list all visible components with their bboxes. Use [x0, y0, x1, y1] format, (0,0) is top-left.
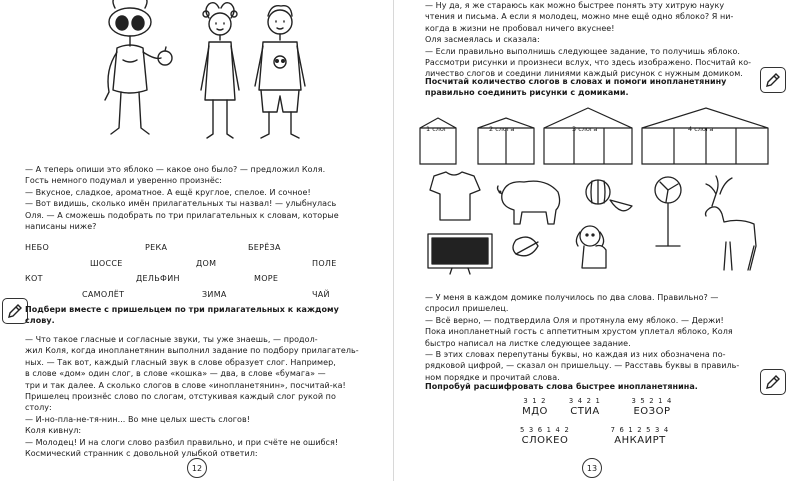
story-paragraph-right [425, 292, 770, 383]
illustration-alien-and-children [95, 0, 335, 150]
word-item: ЗИМА [202, 290, 227, 299]
puppy-icon [576, 226, 606, 268]
text-line: три и так далее. А сколько слогов в слове «инопланетянин», посчитай-ка! [25, 380, 346, 390]
word-item: ДЕЛЬФИН [136, 274, 180, 283]
word-item: КОТ [25, 274, 43, 283]
text-line: — Молодец! И на слоги слово разбил правильно, и при счёте не ошибся! [25, 437, 339, 447]
text-line: — Вкусное, сладкое, ароматное. А ещё круглое, спелое. И сочное! [25, 187, 311, 197]
story-paragraph-left [25, 334, 370, 459]
text-line: — У меня в каждом домике получилось по два слова. Правильно? — [425, 293, 719, 302]
text-line: — Что такое гласные и согласные звуки, ты уже знаешь, — продол- [25, 335, 318, 344]
task-line: Попробуй расшифровать слова быстрее инопланетянина. [425, 382, 698, 391]
text-line: спросил пришелец. [425, 304, 509, 314]
watermelon-icon [586, 180, 632, 211]
text-line: жил Коля, когда инопланетянин выполнил задание по подбору прилагатель- [25, 346, 359, 356]
leaf-icon [513, 237, 538, 256]
word-item: РЕКА [145, 243, 168, 252]
page-gutter [393, 0, 394, 481]
text-line: столу: [25, 403, 52, 413]
code-word [550, 397, 620, 417]
word-item: ЧАЙ [312, 290, 330, 299]
code-word [505, 426, 585, 446]
word-item: НЕБО [25, 243, 50, 252]
dialog-paragraph-left [25, 164, 370, 232]
syllable-houses [418, 106, 770, 166]
code-numbers: 7 6 1 2 5 3 4 [610, 426, 670, 434]
scrambled-word: АНКАИРТ [614, 435, 666, 446]
text-line: Пока инопланетный гость с аппетитным хрустом уплетал яблоко, Коля [425, 327, 733, 337]
text-line: ном порядке и прочитай слова. [425, 372, 560, 382]
text-line: — Всё верно, — подтвердила Оля и протянула ему яблоко. — Держи! [425, 315, 724, 325]
task-line: Посчитай количество слогов в словах и помоги инопланетянину [425, 77, 727, 86]
scrambled-word: СТИА [570, 406, 600, 417]
house-label: 1 слог [426, 125, 448, 133]
text-line: личество слогов и соедини линиями каждый рисунок с нужным домиком. [425, 69, 743, 79]
page-number: 13 [582, 458, 602, 478]
text-line: — Ну да, я же стараюсь как можно быстрее понять эту хитрую науку [425, 1, 725, 10]
scrambled-word: МДО [522, 406, 548, 417]
scrambled-word: СЛОКЕО [521, 435, 569, 446]
text-line: — В этих словах перепутаны буквы, но каждая из них обозначена по- [425, 350, 726, 360]
text-line: Оля засмеялась и сказала: [425, 35, 540, 45]
task-syllables [425, 76, 770, 99]
tv-icon [428, 234, 492, 274]
text-line: написаны ниже? [25, 222, 97, 232]
text-line: Гость немного подумал и уверенно произнёс: [25, 176, 223, 186]
text-line: — А теперь опиши это яблоко — какое оно было? — предложил Коля. [25, 165, 326, 174]
word-item: МОРЕ [254, 274, 279, 283]
code-word [595, 426, 685, 446]
task-decode [425, 381, 770, 392]
text-line: Оля. — А сможешь подобрать по три прилагательных к словам, которые [25, 210, 339, 220]
task-line: Подбери вместе с пришельцем по три прилагательных к каждому [25, 305, 339, 314]
scrambled-word: ЕОЗОР [633, 406, 671, 417]
task-line: слову. [25, 316, 55, 326]
word-item: САМОЛЁТ [82, 290, 125, 299]
text-line: — Если правильно выполнишь следующее задание, то получишь яблоко. [425, 46, 740, 56]
page-number: 12 [187, 458, 207, 478]
code-numbers: 3 5 2 1 4 [631, 397, 673, 405]
t-shirt-icon [430, 172, 480, 220]
house-3-icon [544, 108, 632, 164]
code-numbers: 5 3 6 1 4 2 [520, 426, 570, 434]
bear-icon [498, 181, 560, 224]
house-label: 3 слога [572, 125, 598, 133]
text-line: рядковой цифрой, — сказал он пришельцу. — Расставь буквы в правиль- [425, 361, 740, 371]
text-line: — И-но-пла-не-тя-нин... Во мне целых шесть слогов! [25, 414, 251, 424]
fan-icon [655, 177, 681, 246]
text-line: быстро написал на листке следующее задание. [425, 338, 631, 348]
code-numbers: 3 1 2 [523, 397, 547, 405]
task-line: правильно соединить рисунки с домиками. [425, 88, 629, 98]
house-label: 2 слога [489, 125, 515, 133]
house-4-icon [642, 108, 768, 164]
text-line: Коля кивнул: [25, 426, 82, 436]
code-numbers: 3 4 2 1 [568, 397, 602, 405]
pictures-grid [420, 170, 765, 280]
word-item: ШОССЕ [90, 259, 123, 268]
text-line: чтения и письма. А если я молодец, можно мне ещё одно яблоко? Я ни- [425, 12, 734, 22]
text-line: ных. — Так вот, каждый гласный звук в слове образует слог. Например, [25, 357, 336, 367]
text-line: Рассмотри рисунки и произнеси вслух, что здесь изображено. Посчитай ко- [425, 58, 752, 68]
word-item: ДОМ [196, 259, 217, 268]
text-line: — Вот видишь, сколько имён прилагательных ты назвал! — улыбнулась [25, 199, 337, 209]
text-line: Пришелец произнёс слово по слогам, отстукивая каждый слог рукой по [25, 392, 336, 402]
task-adjectives [25, 304, 370, 327]
word-item: БЕРЁЗА [248, 243, 281, 252]
text-line: Космический странник с довольной улыбкой ответил: [25, 449, 258, 459]
text-line: в слове «дом» один слог, в слове «кошка» — два, в слове «бумага» — [25, 369, 326, 379]
deer-icon [706, 176, 757, 270]
code-word [612, 397, 692, 417]
text-line: когда в жизни не пробовал ничего вкуснее! [425, 23, 615, 33]
dialog-paragraph-right [425, 0, 770, 80]
house-label: 4 слога [688, 125, 714, 133]
word-item: ПОЛЕ [312, 259, 337, 268]
